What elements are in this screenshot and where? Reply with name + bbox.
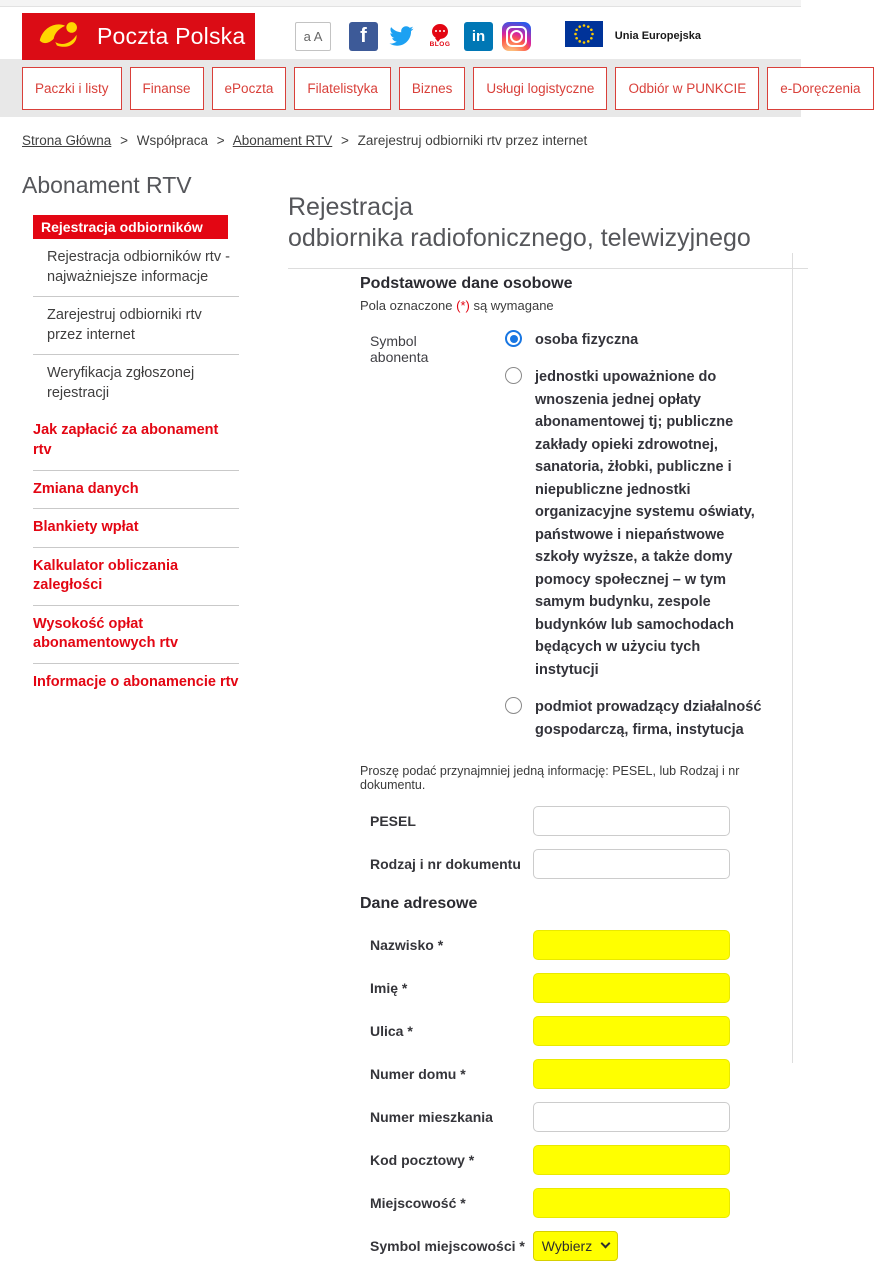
posthorn-icon (34, 16, 88, 57)
logo-text: Poczta Polska (97, 22, 246, 49)
breadcrumb-strona-glowna[interactable]: Strona Główna (22, 133, 112, 148)
radio-selected-icon[interactable] (505, 330, 522, 347)
sidebar (22, 172, 288, 1274)
sidebar-item-weryfikacja-rejestracji[interactable]: Weryfikacja zgłoszonej rejestracji (47, 365, 195, 401)
nav-item-odbior-w-punkcie[interactable]: Odbiór w PUNKCIE (615, 67, 759, 110)
postal-code-row (360, 1145, 808, 1175)
page-title: Rejestracja odbiornika radiofonicznego, telewizyjnego (288, 193, 751, 252)
pesel-input[interactable] (533, 806, 730, 836)
sidebar-item-blankiety-wplat[interactable]: Blankiety wpłat (33, 509, 239, 548)
sidebar-item-zarejestruj-przez-internet[interactable]: Zarejestruj odbiorniki rtv przez internet (33, 297, 239, 355)
first-name-input[interactable] (533, 973, 730, 1003)
radio-podmiot-gospodarczy[interactable]: podmiot prowadzący działalność gospodarczą, firma, instytucja (505, 696, 808, 741)
breadcrumb-current-page: Zarejestruj odbiorniki rtv przez internet (357, 133, 588, 148)
street-row (360, 1016, 808, 1046)
house-number-row (360, 1059, 808, 1089)
twitter-icon[interactable] (387, 22, 416, 51)
pesel-or-document-hint: Proszę podać przynajmniej jedną informację: PESEL, lub Rodzaj i nr dokumentu. (360, 763, 740, 792)
nav-item-uslugi-logistyczne[interactable]: Usługi logistyczne (473, 67, 607, 110)
document-row (360, 849, 808, 879)
sidebar-item-kalkulator[interactable]: Kalkulator obliczania zaległości (33, 548, 239, 606)
sidebar-item-informacje[interactable]: Informacje o abonamencie rtv (33, 673, 239, 690)
surname-label: Nazwisko * (370, 936, 444, 953)
house-number-label: Numer domu * (370, 1065, 466, 1082)
subscriber-symbol-label: Symbol abonenta (370, 333, 429, 365)
nav-item-biznes[interactable]: Biznes (399, 67, 466, 110)
street-label: Ulica * (370, 1022, 413, 1039)
pesel-label: PESEL (370, 812, 416, 829)
nav-item-finanse[interactable]: Finanse (130, 67, 204, 110)
eu-banner (565, 21, 701, 52)
street-input[interactable] (533, 1016, 730, 1046)
first-name-row (360, 973, 808, 1003)
breadcrumb (0, 117, 801, 148)
blog-balloon-icon (432, 24, 448, 39)
address-data-heading: Dane adresowe (360, 894, 478, 912)
city-symbol-label: Symbol miejscowości * (370, 1237, 525, 1254)
breadcrumb-wspolpraca[interactable]: Współpraca (136, 133, 209, 148)
title-divider (288, 268, 808, 269)
city-input[interactable] (533, 1188, 730, 1218)
poczta-polska-logo[interactable] (22, 13, 255, 60)
required-fields-note: Pola oznaczone (*) są wymagane (360, 298, 554, 313)
breadcrumb-separator: > (216, 133, 225, 148)
sidebar-item-wysokosc-oplat[interactable]: Wysokość opłat abonamentowych rtv (33, 606, 239, 664)
facebook-icon[interactable]: f (349, 22, 378, 51)
chevron-down-icon (601, 1239, 611, 1249)
sidebar-item-zmiana-danych[interactable]: Zmiana danych (33, 471, 239, 510)
subscriber-symbol-row (360, 329, 808, 756)
main-nav (0, 59, 861, 117)
radio-jednostki-upowaznione[interactable]: jednostki upoważnione do wnoszenia jednej opłaty abonamentowej tj; publiczne zakłady opieki zdrowotnej, sanatoria, żłobki, publiczne i niepubliczne jednostki organizacyjne systemu oświaty, państwowe i niepaństwowe szkoły wyższe, a także domy pomocy społecznej – w tym samym budynku, zespole budynków lub samochodach będących w użyciu tych instytucji (505, 366, 808, 681)
postal-code-label: Kod pocztowy * (370, 1151, 475, 1168)
city-label: Miejscowość * (370, 1194, 466, 1211)
nav-item-paczki-i-listy[interactable]: Paczki i listy (22, 67, 122, 110)
city-row (360, 1188, 808, 1218)
sidebar-menu (33, 215, 239, 701)
blog-icon[interactable]: BLOG (425, 24, 455, 48)
instagram-icon[interactable] (502, 22, 531, 51)
header (0, 7, 801, 59)
radio-osoba-fizyczna[interactable]: osoba fizyczna (505, 329, 808, 351)
breadcrumb-separator: > (341, 133, 349, 148)
breadcrumb-separator: > (120, 133, 128, 148)
registration-form (360, 275, 808, 1261)
first-name-label: Imię * (370, 979, 408, 996)
house-number-input[interactable] (533, 1059, 730, 1089)
surname-row (360, 930, 808, 960)
city-symbol-select[interactable]: Wybierz (533, 1231, 618, 1261)
content-right-border (792, 253, 793, 1063)
required-star: (*) (456, 298, 470, 313)
document-label: Rodzaj i nr dokumentu (370, 855, 521, 872)
breadcrumb-abonament-rtv[interactable]: Abonament RTV (232, 133, 333, 148)
personal-data-heading: Podstawowe dane osobowe (360, 275, 573, 292)
sidebar-title: Abonament RTV (22, 172, 192, 198)
social-links (349, 22, 531, 51)
pesel-row (360, 806, 808, 836)
radio-unselected-icon[interactable] (505, 367, 522, 384)
radio-unselected-icon[interactable] (505, 697, 522, 714)
nav-item-e-doreczenia[interactable]: e-Doręczenia (767, 67, 873, 110)
sidebar-item-jak-zaplacic[interactable]: Jak zapłacić za abonament rtv (33, 412, 239, 470)
sidebar-item-rejestracja-odbiornikow[interactable]: Rejestracja odbiorników (33, 215, 228, 239)
apartment-number-input[interactable] (533, 1102, 730, 1132)
content (288, 172, 808, 1274)
top-strip (0, 0, 801, 7)
nav-item-filatelistyka[interactable]: Filatelistyka (294, 67, 391, 110)
font-size-toggle[interactable]: a A (295, 22, 331, 51)
surname-input[interactable] (533, 930, 730, 960)
apartment-number-row (360, 1102, 808, 1132)
linkedin-icon[interactable]: in (464, 22, 493, 51)
city-symbol-row (360, 1231, 808, 1261)
eu-label: Unia Europejska (614, 30, 701, 42)
subscriber-type-radio-group (505, 329, 808, 756)
eu-flag-icon (565, 21, 603, 52)
nav-item-epoczta[interactable]: ePoczta (212, 67, 287, 110)
sidebar-item-najwazniejsze-informacje[interactable]: Rejestracja odbiorników rtv - najważniejsze informacje (33, 239, 239, 297)
postal-code-input[interactable] (533, 1145, 730, 1175)
document-input[interactable] (533, 849, 730, 879)
apartment-number-label: Numer mieszkania (370, 1108, 493, 1125)
main-area (0, 172, 801, 1274)
